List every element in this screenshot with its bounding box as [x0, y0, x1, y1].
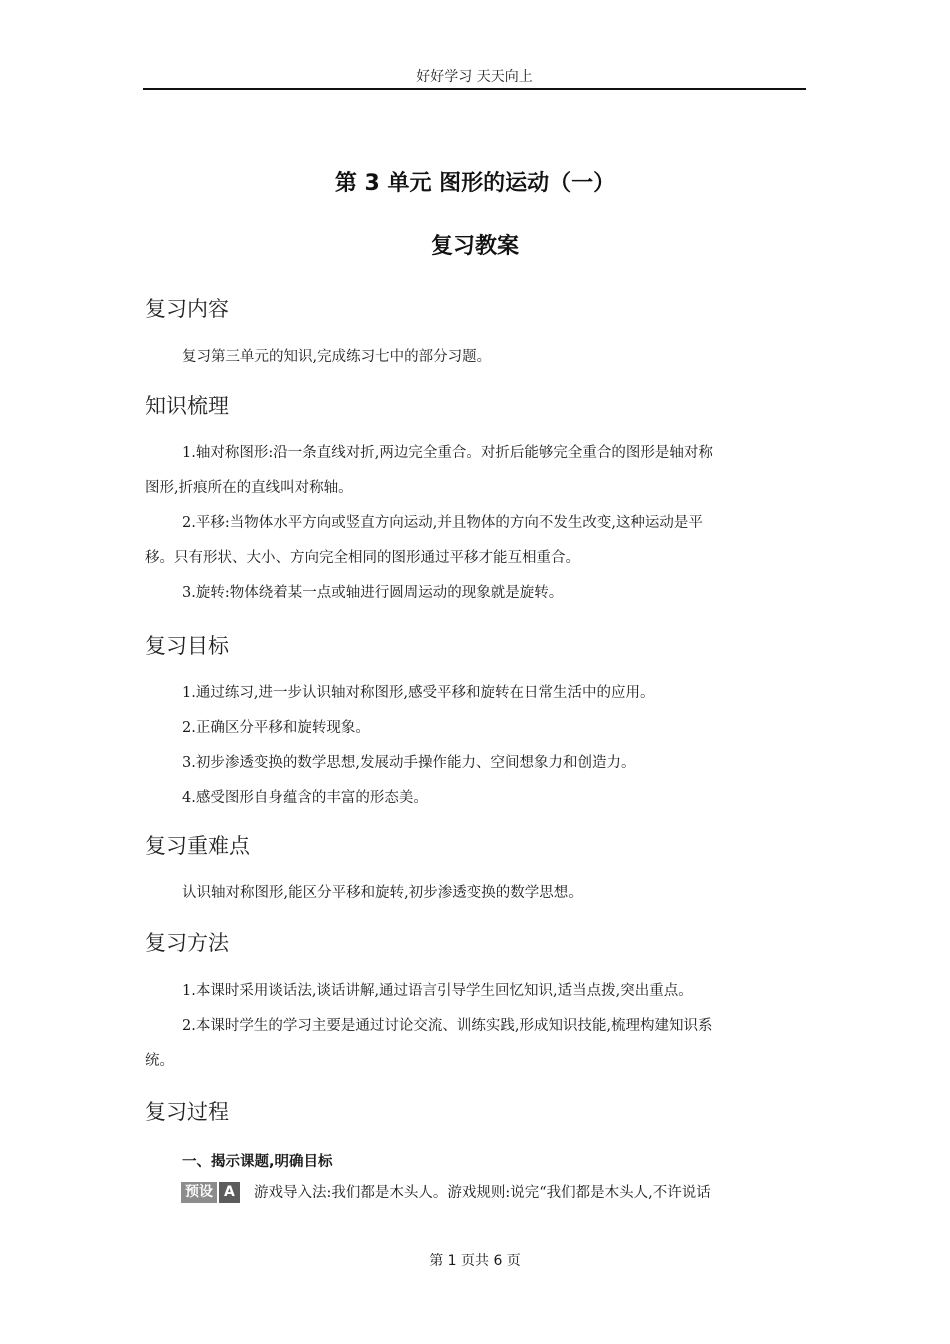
- section-heading-content: 复习内容: [145, 297, 229, 321]
- section-heading-process: 复习过程: [145, 1100, 229, 1124]
- section-heading-methods: 复习方法: [145, 931, 229, 955]
- paragraph-line: 2.本课时学生的学习主要是通过讨论交流、训练实践,形成知识技能,梳理构建知识系: [182, 1018, 713, 1034]
- paragraph-line: 3.旋转:物体绕着某一点或轴进行圆周运动的现象就是旋转。: [182, 585, 564, 601]
- section-body-goals: [145, 676, 807, 816]
- process-step-title: 一、揭示课题,明确目标: [182, 1154, 333, 1170]
- paragraph-line: 1.本课时采用谈话法,谈话讲解,通过语言引导学生回忆知识,适当点拨,突出重点。: [182, 983, 693, 999]
- preset-letter: A: [219, 1182, 240, 1203]
- page-footer: 第 1 页共 6 页: [429, 1253, 521, 1269]
- preset-text: 游戏导入法:我们都是木头人。游戏规则:说完“我们都是木头人,不许说话: [254, 1185, 711, 1201]
- paragraph-line: 1.通过练习,进一步认识轴对称图形,感受平移和旋转在日常生活中的应用。: [182, 685, 655, 701]
- section-heading-goals: 复习目标: [145, 634, 229, 658]
- paragraph-line: 2.平移:当物体水平方向或竖直方向运动,并且物体的方向不发生改变,这种运动是平: [182, 515, 703, 531]
- paragraph-line: 认识轴对称图形,能区分平移和旋转,初步渗透变换的数学思想。: [182, 885, 583, 901]
- page-title: 第 3 单元 图形的运动（一）: [334, 171, 616, 196]
- section-body-knowledge: [145, 436, 807, 611]
- paragraph-line: 图形,折痕所在的直线叫对称轴。: [145, 480, 353, 496]
- paragraph-line: 1.轴对称图形:沿一条直线对折,两边完全重合。对折后能够完全重合的图形是轴对称: [182, 445, 713, 461]
- section-body-key-points: [145, 876, 807, 911]
- preset-badge: [181, 1182, 240, 1203]
- section-body-methods: [145, 974, 807, 1079]
- section-heading-knowledge: 知识梳理: [145, 394, 229, 418]
- paragraph-line: 2.正确区分平移和旋转现象。: [182, 720, 370, 736]
- paragraph-line: 统。: [145, 1053, 174, 1069]
- paragraph-line: 4.感受图形自身蕴含的丰富的形态美。: [182, 790, 428, 806]
- page-header: 好好学习 天天向上: [416, 69, 533, 85]
- paragraph-line: 3.初步渗透变换的数学思想,发展动手操作能力、空间想象力和创造力。: [182, 755, 636, 771]
- paragraph-line: 复习第三单元的知识,完成练习七中的部分习题。: [182, 349, 492, 365]
- paragraph-line: 移。只有形状、大小、方向完全相同的图形通过平移才能互相重合。: [145, 550, 580, 566]
- section-body-content: [145, 340, 807, 375]
- preset-label: 预设: [181, 1182, 217, 1203]
- header-rule: [143, 88, 806, 90]
- page-subtitle: 复习教案: [430, 234, 519, 259]
- section-heading-key-points: 复习重难点: [145, 834, 250, 858]
